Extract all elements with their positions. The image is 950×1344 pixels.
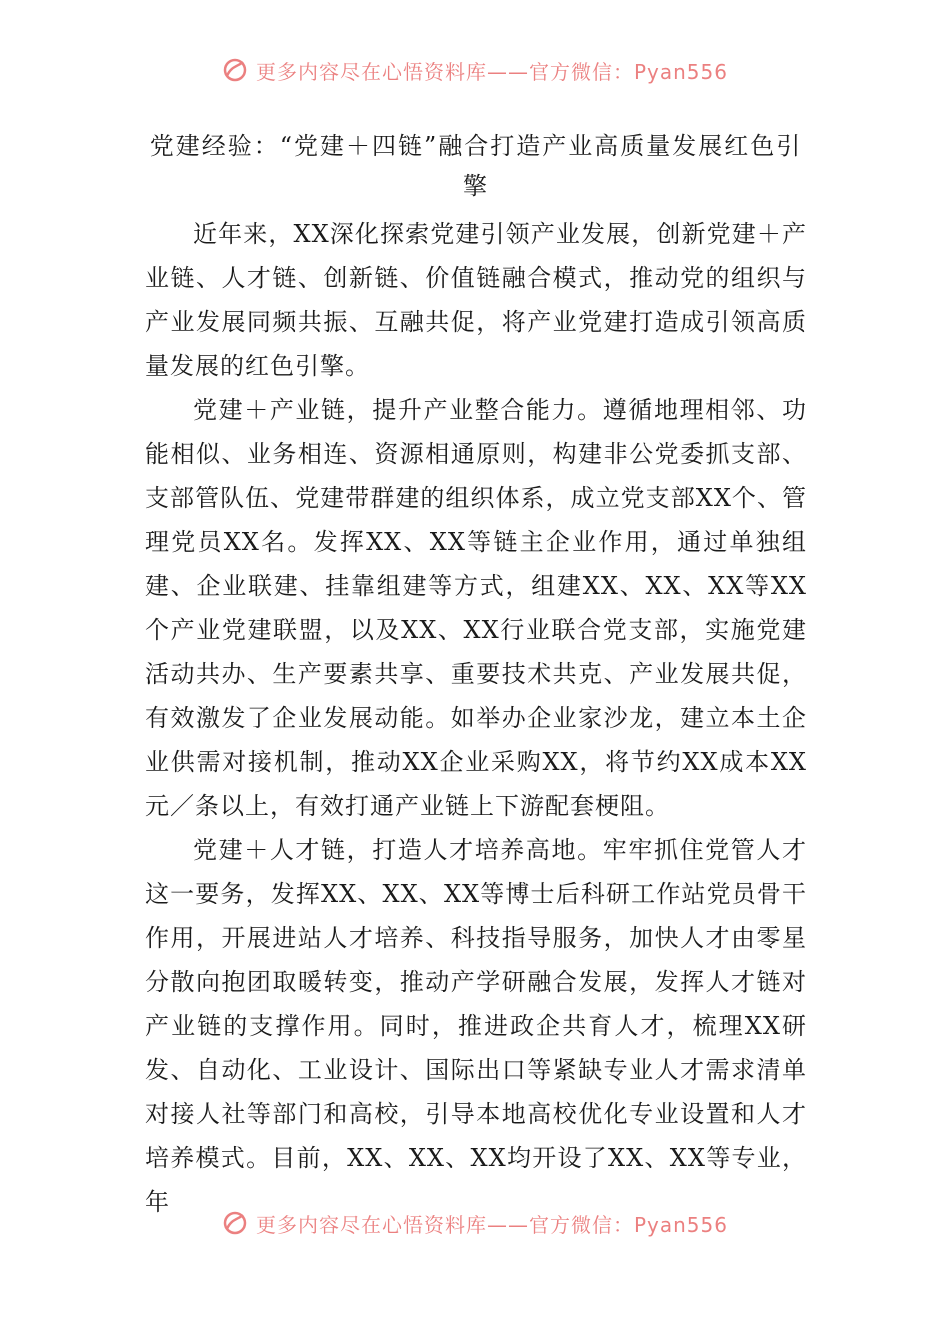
watermark-text: 更多内容尽在心悟资料库——官方微信：Pyan556 bbox=[255, 1212, 728, 1237]
header-watermark bbox=[0, 50, 950, 90]
footer-watermark bbox=[0, 1203, 950, 1243]
document-body bbox=[145, 212, 807, 1224]
paragraph-intro: 近年来，XX深化探索党建引领产业发展，创新党建＋产业链、人才链、创新链、价值链融合模式，推动党的组织与产业发展同频共振、互融共促，将产业党建打造成引领高质量发展的红色引擎。 bbox=[145, 220, 807, 380]
paragraph-talent-chain: 党建＋人才链，打造人才培养高地。牢牢抓住党管人才这一要务，发挥XX、XX、XX等博士后科研工作站党员骨干作用，开展进站人才培养、科技指导服务，加快人才由零星分散向抱团取暖转变，推动产学研融合发展，发挥人才链对产业链的支撑作用。同时，推进政企共育人才，梳理XX研发、自动化、工业设计、国际出口等紧缺专业人才需求清单对接人社等部门和高校，引导本地高校优化专业设置和人才培养模式。目前，XX、XX、XX均开设了XX、XX等专业，年 bbox=[145, 836, 807, 1216]
brand-logo-icon bbox=[222, 57, 248, 83]
watermark-text: 更多内容尽在心悟资料库——官方微信：Pyan556 bbox=[255, 59, 728, 84]
paragraph-industry-chain: 党建＋产业链，提升产业整合能力。遵循地理相邻、功能相似、业务相连、资源相通原则，构建非公党委抓支部、支部管队伍、党建带群建的组织体系，成立党支部XX个、管理党员XX名。发挥XX、XX等链主企业作用，通过单独组建、企业联建、挂靠组建等方式，组建XX、XX、XX等XX个产业党建联盟，以及XX、XX行业联合党支部，实施党建活动共办、生产要素共享、重要技术共克、产业发展共促，有效激发了企业发展动能。如举办企业家沙龙，建立本土企业供需对接机制，推动XX企业采购XX，将节约XX成本XX元／条以上，有效打通产业链上下游配套梗阻。 bbox=[145, 396, 807, 820]
document-title: 党建经验：“党建＋四链”融合打造产业高质量发展红色引擎 bbox=[149, 132, 803, 200]
brand-logo-icon bbox=[222, 1210, 248, 1236]
